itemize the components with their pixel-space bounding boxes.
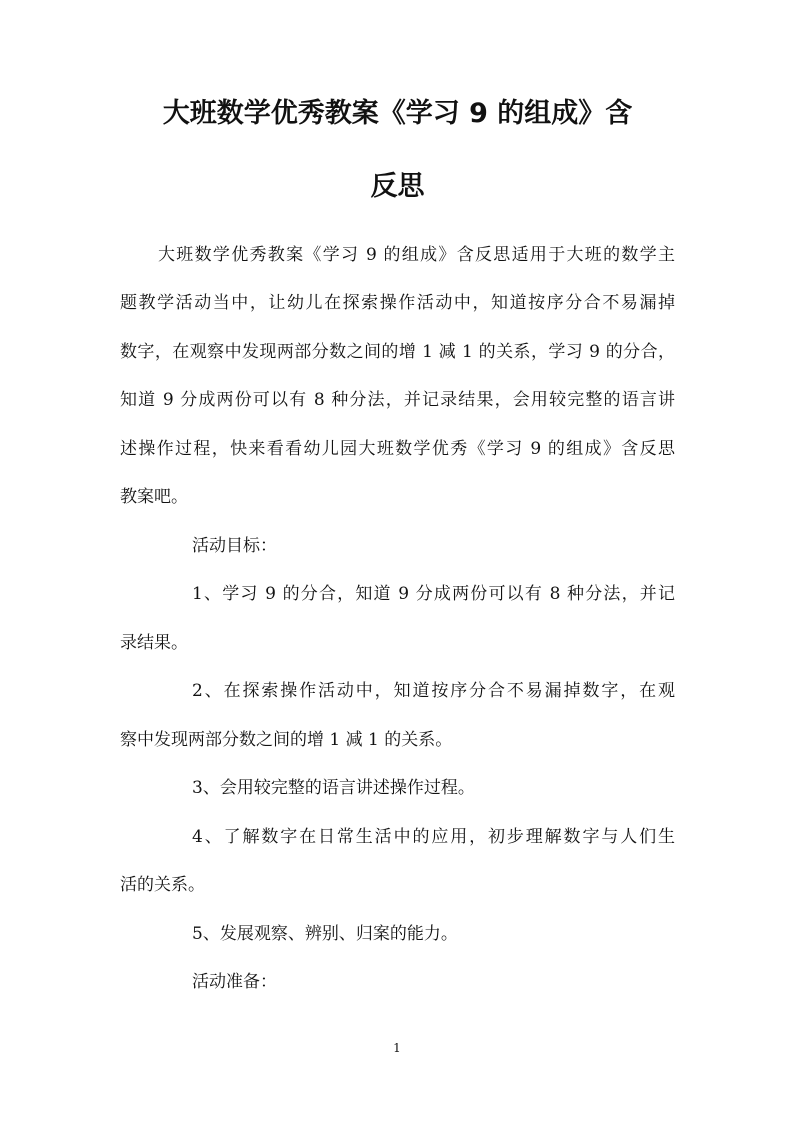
goals-heading: 活动目标： [192,536,277,556]
intro-line-6: 教案吧。 [120,487,188,507]
goal-2-line-2: 察中发现两部分数之间的增 1 减 1 的关系。 [120,730,453,750]
goal-2-line-1: 2、在探索操作活动中，知道按序分合不易漏掉数字，在观 [192,681,675,701]
goal-1-line-1: 1、学习 9 的分合，知道 9 分成两份可以有 8 种分法，并记 [192,584,675,604]
intro-line-3: 数字，在观察中发现两部分数之间的增 1 减 1 的关系，学习 9 的分合， [120,342,675,362]
document-title-line-2: 反思 [370,171,425,202]
goal-1-line-2: 录结果。 [120,633,188,653]
intro-line-2: 题教学活动当中，让幼儿在探索操作活动中，知道按序分合不易漏掉 [120,293,675,313]
document-title-line-1: 大班数学优秀教案《学习 9 的组成》含 [162,98,633,129]
intro-line-4: 知道 9 分成两份可以有 8 种分法，并记录结果，会用较完整的语言讲 [120,390,675,410]
goal-4-line-1: 4、了解数字在日常生活中的应用，初步理解数字与人们生 [192,827,675,847]
intro-line-1: 大班数学优秀教案《学习 9 的组成》含反思适用于大班的数学主 [158,245,675,265]
goal-3: 3、会用较完整的语言讲述操作过程。 [192,778,475,798]
goal-4-line-2: 活的关系。 [120,875,205,895]
intro-line-5: 述操作过程，快来看看幼儿园大班数学优秀《学习 9 的组成》含反思 [120,439,675,459]
goal-5: 5、发展观察、辨别、归案的能力。 [192,924,458,944]
prep-heading: 活动准备： [192,972,277,992]
page-number: 1 [393,1041,401,1055]
